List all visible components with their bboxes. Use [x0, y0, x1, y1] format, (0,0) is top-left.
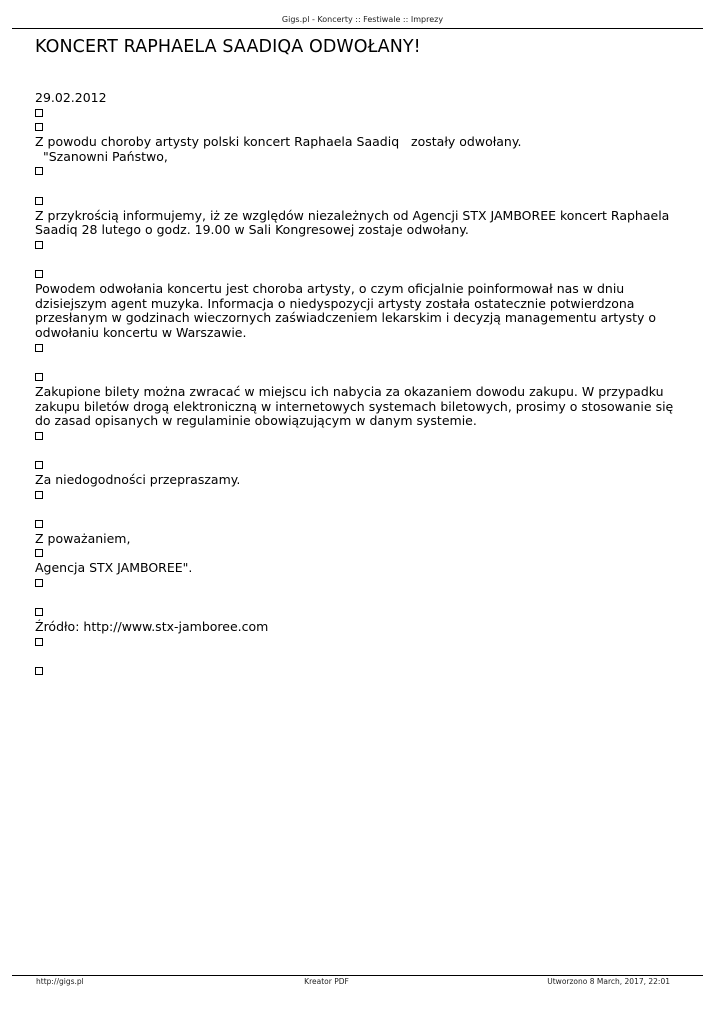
missing-glyph-box	[35, 579, 43, 587]
footer-divider	[12, 975, 703, 976]
missing-glyph-box	[35, 608, 43, 616]
footer-site-link[interactable]: http://gigs.pl	[36, 977, 84, 986]
missing-glyph-box	[35, 491, 43, 499]
paragraph-announcement: Z przykrością informujemy, iż ze względów niezależnych od Agencji STX JAMBOREE koncert Raphaela Saadiq 28 lutego o godz. 19.00 w Sali Kongresowej zostaje odwołany.	[35, 207, 670, 238]
missing-glyph-box	[35, 373, 43, 381]
footer-generator: Kreator PDF	[304, 977, 349, 986]
signature-agency: Agencja STX JAMBOREE".	[35, 560, 193, 576]
missing-glyph-box	[35, 344, 43, 352]
article-title: KONCERT RAPHAELA SAADIQA ODWOŁANY!	[35, 37, 421, 57]
article-date: 29.02.2012	[35, 90, 107, 105]
missing-glyph-box	[35, 520, 43, 528]
missing-glyph-box	[35, 109, 43, 117]
greeting: "Szanowni Państwo,	[35, 148, 168, 164]
paragraph-apology: Za niedogodności przepraszamy.	[35, 472, 241, 488]
missing-glyph-box	[35, 123, 43, 131]
footer-created-date: Utworzono 8 March, 2017, 22:01	[547, 977, 670, 986]
missing-glyph-box	[35, 241, 43, 249]
page-header: Gigs.pl - Koncerty :: Festiwale :: Imprezy	[281, 15, 444, 24]
missing-glyph-box	[35, 270, 43, 278]
paragraph-intro: Z powodu choroby artysty polski koncert Raphaela Saadiq zostały odwołany.	[35, 134, 522, 150]
missing-glyph-box	[35, 461, 43, 469]
paragraph-refunds: Zakupione bilety można zwracać w miejscu ich nabycia za okazaniem dowodu zakupu. W przypadku zakupu biletów drogą elektroniczną w internetowych systemach biletowych, prosimy o stosowanie się do zasad opisanych w regulaminie obowiązującym w danym systemie.	[35, 383, 674, 429]
paragraph-reason: Powodem odwołania koncertu jest choroba artysty, o czym oficjalnie poinformował nas w dniu dzisiejszym agent muzyka. Informacja o niedyspozycji artysty została ostatecznie potwierdzona przesłanym w godzinach wieczornych zaświadczeniem lekarskim i decyzją managementu artysty o odwołaniu koncertu w Warszawie.	[35, 280, 657, 341]
missing-glyph-box	[35, 667, 43, 675]
missing-glyph-box	[35, 638, 43, 646]
article-body	[35, 91, 683, 679]
source-link: Źródło: http://www.stx-jamboree.com	[35, 618, 269, 634]
missing-glyph-box	[35, 197, 43, 205]
header-divider	[12, 28, 703, 29]
missing-glyph-box	[35, 167, 43, 175]
missing-glyph-box	[35, 549, 43, 557]
missing-glyph-box	[35, 432, 43, 440]
closing-regards: Z poważaniem,	[35, 530, 131, 546]
